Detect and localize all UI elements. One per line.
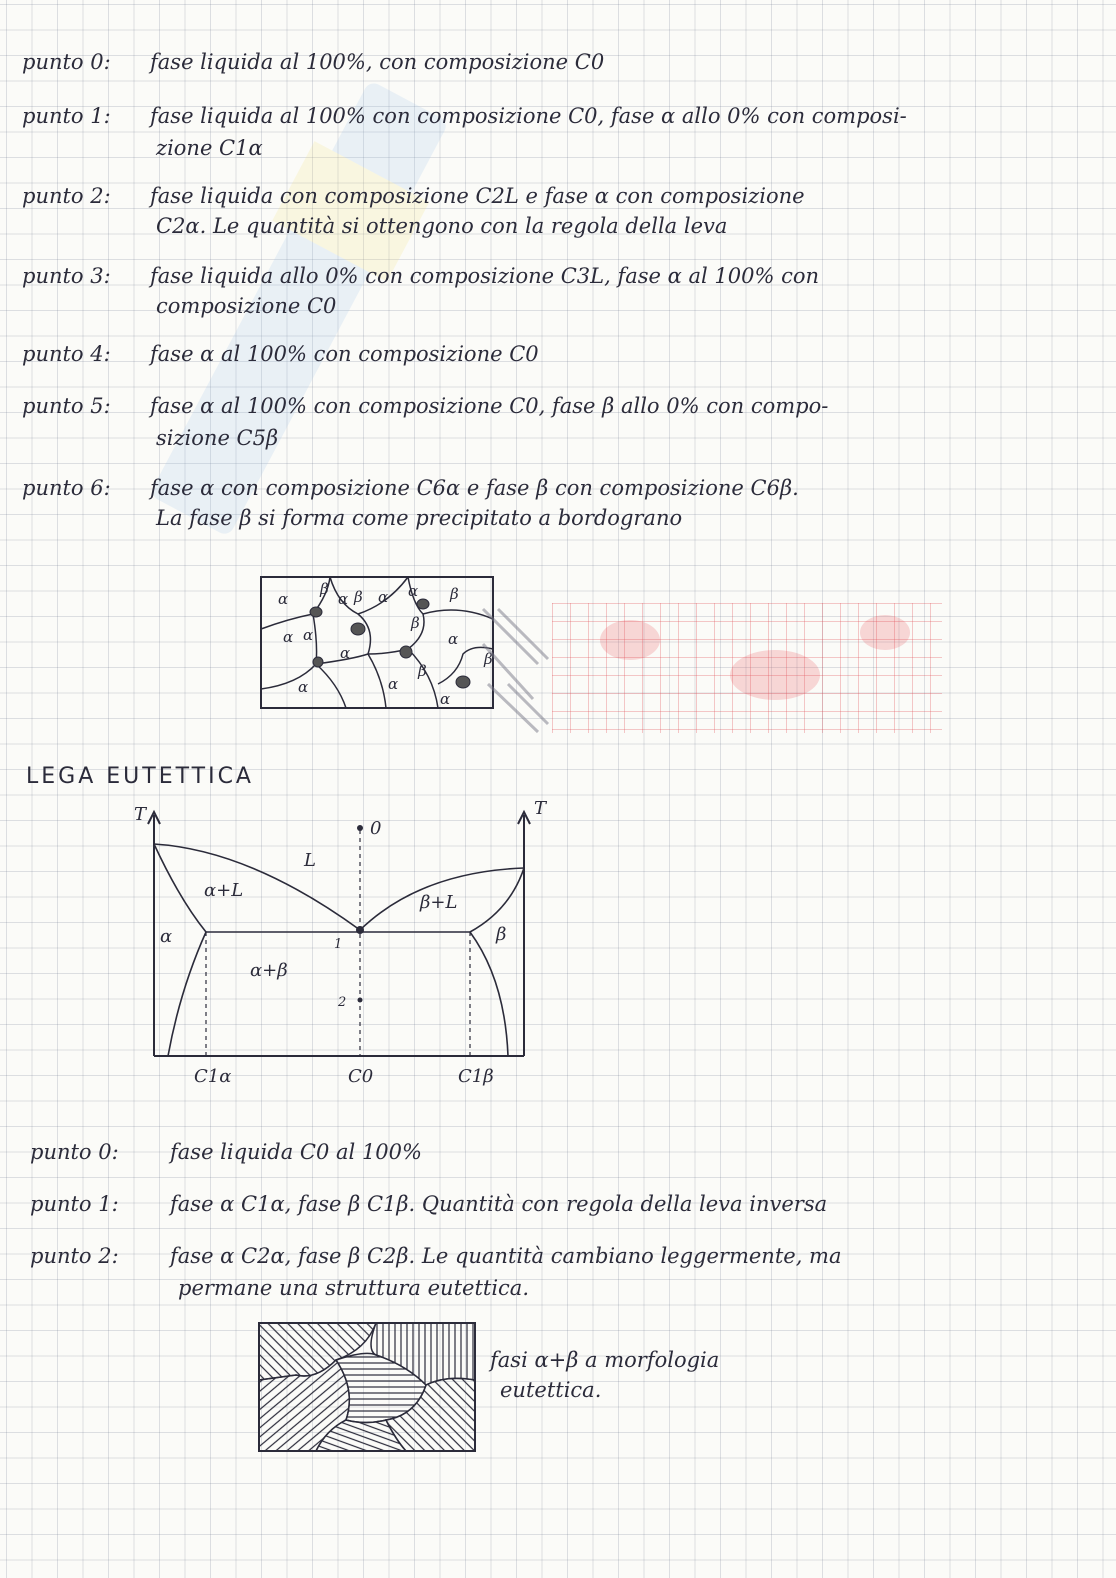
microstructure-precipitate-sketch xyxy=(258,574,498,712)
micro1-label-k: β xyxy=(411,614,420,632)
point-5-cont: sizione C5β xyxy=(156,426,279,450)
bottom-point-1-label: punto 1: xyxy=(30,1192,119,1216)
bottom-point-2-label: punto 2: xyxy=(30,1244,119,1268)
x-label-middle: C0 xyxy=(348,1066,374,1087)
micro1-label-g: β xyxy=(450,585,459,603)
point-0-label: punto 0: xyxy=(22,50,111,74)
point-4-label: punto 4: xyxy=(22,342,111,366)
micro1-label-a: α xyxy=(278,590,289,608)
point-1-text: fase liquida al 100% con composizione C0, fase α allo 0% con composi- xyxy=(150,104,907,128)
point-6-text: fase α con composizione C6α e fase β con composizione C6β. xyxy=(150,476,799,500)
bottom-point-1-text: fase α C1α, fase β C1β. Quantità con regola della leva inversa xyxy=(170,1192,828,1216)
point-2-cont: C2α. Le quantità si ottengono con la regola della leva xyxy=(156,214,728,238)
bottom-point-2-line xyxy=(30,1244,841,1268)
point-2-text: fase liquida con composizione C2L e fase α con composizione xyxy=(150,184,805,208)
point-2-label: punto 2: xyxy=(22,184,111,208)
left-axis-label: T xyxy=(134,804,147,825)
micro1-label-o: α xyxy=(448,630,459,648)
micro1-label-j: α xyxy=(340,644,351,662)
eutectic-microstructure-sketch xyxy=(256,1320,478,1454)
red-blot xyxy=(860,615,910,650)
region-alpha-L: α+L xyxy=(204,880,244,901)
point-3-label: punto 3: xyxy=(22,264,111,288)
micro1-label-d: β xyxy=(354,588,363,606)
point-1-cont: zione C1α xyxy=(156,136,263,160)
point-2-marker xyxy=(358,998,363,1003)
bottom-point-0-text: fase liquida C0 al 100% xyxy=(170,1140,422,1164)
bottom-point-2-cont: permane una struttura eutettica. xyxy=(178,1276,530,1300)
point-3-text: fase liquida allo 0% con composizione C3L, fase α al 100% con xyxy=(150,264,820,288)
point-0-line xyxy=(22,50,604,74)
eutectic-caption-line2: eutettica. xyxy=(500,1378,602,1402)
x-label-right: C1β xyxy=(458,1066,494,1087)
region-alpha-beta: α+β xyxy=(250,960,288,981)
right-axis-label: T xyxy=(534,800,547,819)
point-3-line xyxy=(22,264,819,288)
x-label-left: C1α xyxy=(194,1066,232,1087)
point-5-line xyxy=(22,394,828,418)
bottom-point-0-label: punto 0: xyxy=(30,1140,119,1164)
point-1-line xyxy=(22,104,907,128)
point-4-line xyxy=(22,342,539,366)
liquidus-left xyxy=(154,844,360,930)
point-0-label: 0 xyxy=(370,818,382,839)
micro1-label-q: α xyxy=(440,690,451,708)
point-5-text: fase α al 100% con composizione C0, fase β allo 0% con compo- xyxy=(150,394,829,418)
micro1-label-m: α xyxy=(388,675,399,693)
micro1-label-e: α xyxy=(378,588,389,606)
micro1-label-c: α xyxy=(338,590,349,608)
point-1-label: punto 1: xyxy=(22,104,111,128)
bleed-through-hatching xyxy=(478,604,550,736)
point-4-text: fase α al 100% con composizione C0 xyxy=(150,342,539,366)
solvus-left xyxy=(168,932,206,1056)
solidus-right xyxy=(470,868,524,932)
region-beta-L: β+L xyxy=(420,892,458,913)
red-blot xyxy=(730,650,820,700)
point-6-label: punto 6: xyxy=(22,476,111,500)
micro1-label-p: β xyxy=(484,650,493,668)
eutectic-point-marker xyxy=(356,926,364,934)
red-blot xyxy=(600,620,660,660)
micro1-label-b: β xyxy=(320,580,329,598)
point-5-label: punto 5: xyxy=(22,394,111,418)
solvus-right xyxy=(470,932,508,1056)
micro1-label-n: β xyxy=(418,662,427,680)
bottom-point-1-line xyxy=(30,1192,827,1216)
region-alpha: α xyxy=(160,926,173,947)
point-2-label: 2 xyxy=(338,995,347,1010)
point-0-marker xyxy=(357,825,363,831)
point-0-text: fase liquida al 100%, con composizione C0 xyxy=(150,50,605,74)
point-2-line xyxy=(22,184,805,208)
eutectic-phase-diagram xyxy=(120,800,560,1100)
micro1-label-h: α xyxy=(283,628,294,646)
solidus-left xyxy=(154,844,206,932)
bottom-point-2-text: fase α C2α, fase β C2β. Le quantità cambiano leggermente, ma xyxy=(170,1244,842,1268)
point-6-cont: La fase β si forma come precipitato a bordograno xyxy=(156,506,683,530)
point-6-line xyxy=(22,476,799,500)
region-beta: β xyxy=(496,924,507,945)
section-title: LEGA EUTETTICA xyxy=(26,764,254,789)
micro1-label-f: α xyxy=(408,582,419,600)
region-L: L xyxy=(304,850,316,871)
micro1-label-l: α xyxy=(298,678,309,696)
micro1-label-i: α xyxy=(303,626,314,644)
bottom-point-0-line xyxy=(30,1140,422,1164)
point-1-label: 1 xyxy=(334,937,343,952)
point-3-cont: composizione C0 xyxy=(156,294,337,318)
eutectic-caption-line1: fasi α+β a morfologia xyxy=(490,1348,720,1372)
